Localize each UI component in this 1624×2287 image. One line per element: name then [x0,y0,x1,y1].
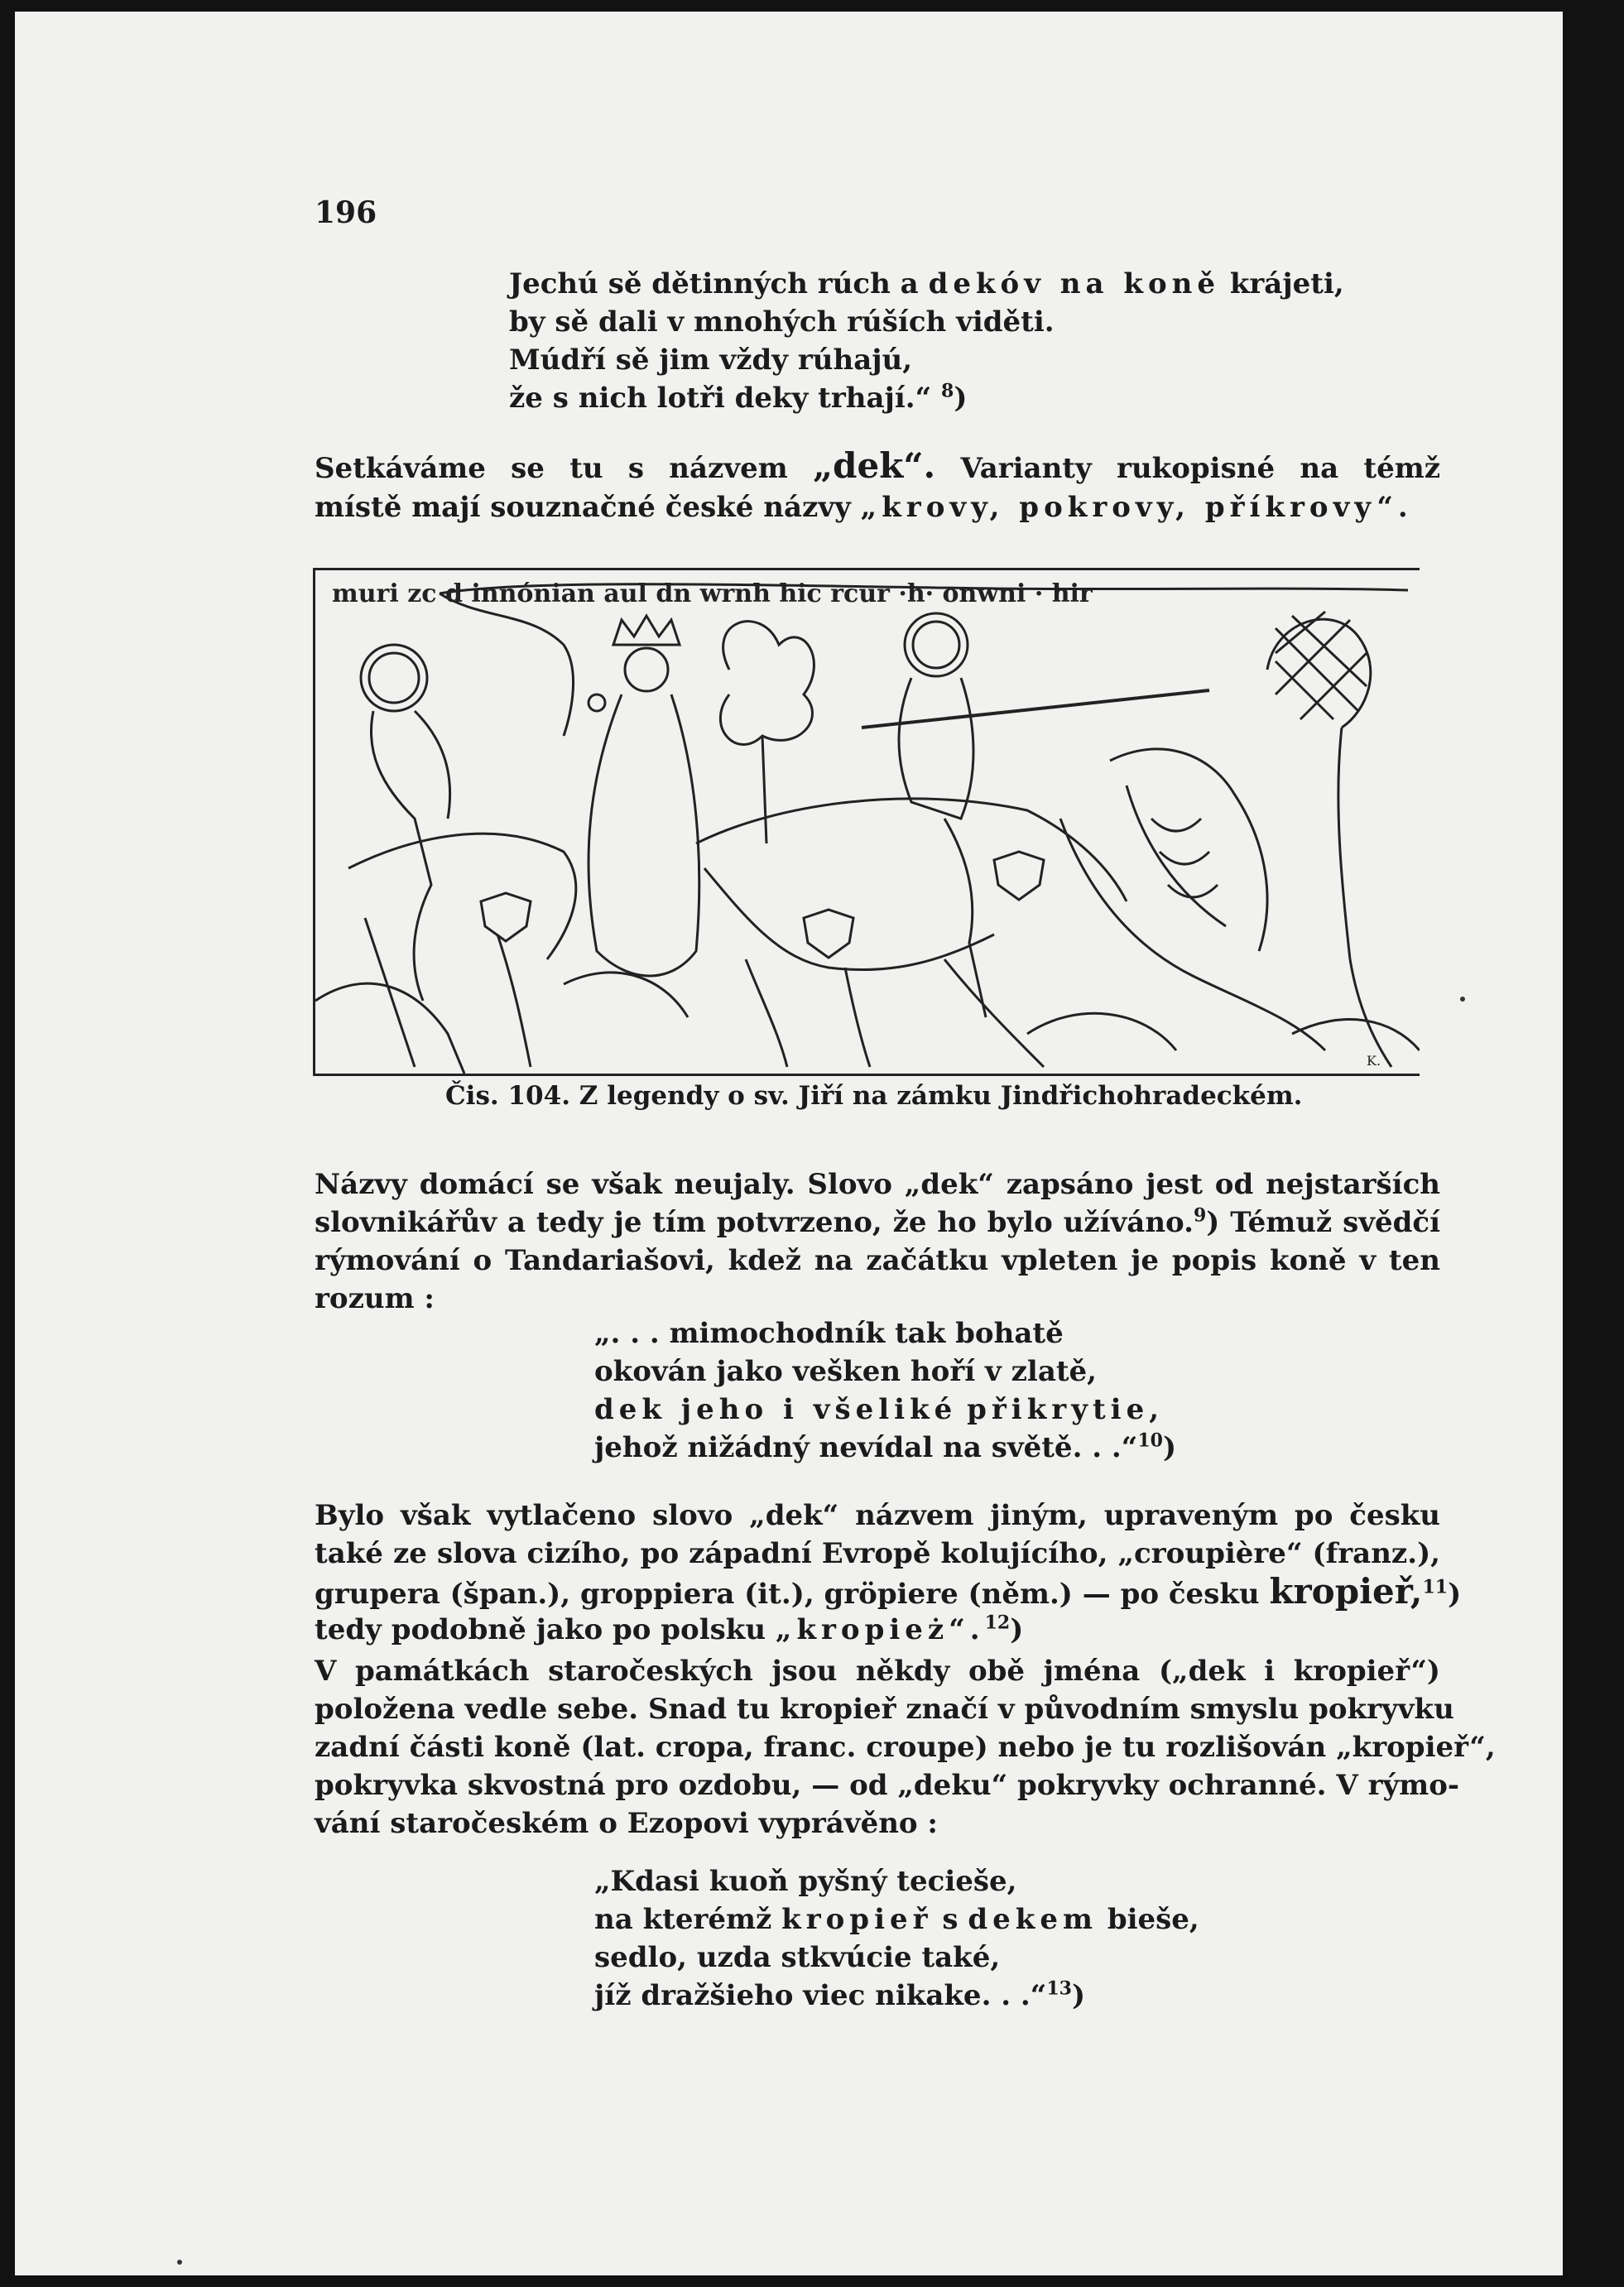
para-line: V památkách staročeských jsou někdy obě jména („dek i kropieř“) [315,1655,1440,1688]
para-line: rýmování o Tandariašovi, kdež na začátku vpleten je popis koně v ten [315,1244,1440,1277]
verse-line: by sě dali v mnohých rúších viděti. [509,305,1055,339]
footnote-ref: 11 [1422,1576,1449,1598]
para-text: grupera (špan.), groppiera (it.), gröpiere (něm.) — po česku [315,1578,1260,1611]
verse-line [509,379,967,417]
verse-line [594,1977,1085,2015]
verse-line: „Kdasi kuoň pyšný tecieše, [594,1865,1017,1898]
spaced-text: dekem [968,1903,1098,1936]
verse-text: jehož nižádný nevídal na světě. . .“ [594,1431,1138,1464]
verse-text: Jechú sě dětinných rúch a [509,267,919,300]
footnote-ref: 9 [1193,1204,1207,1227]
verse-line [594,1429,1176,1467]
book-page [15,12,1581,2275]
footnote-ref: 13 [1046,1977,1072,2000]
verse-line: Múdří sě jim vždy rúhajú, [509,344,913,377]
para-text: ) Témuž svědčí [1206,1206,1440,1239]
para-line [315,1611,1440,1649]
verse-text: že s nich lotři deky trhají.“ [509,382,932,415]
footnote-ref: 8 [941,380,954,402]
spaced-text: „kropież“. [775,1613,985,1646]
verse-line: „. . . mimochodník tak bohatě [594,1317,1064,1350]
footnote-paren: ) [1010,1613,1024,1646]
footnote-ref: 10 [1137,1429,1163,1452]
paragraph-1-line-2 [315,488,1440,526]
para-text: Varianty rukopisné na témž [960,452,1441,485]
spaced-text: přikrytie, [967,1393,1165,1426]
woodcut-drawing [315,570,1420,1074]
para-text: místě mají souznačné české názvy [315,491,851,524]
scan-speck [1460,997,1465,1002]
spaced-text: dek jeho i všeliké [594,1393,958,1426]
figure-caption: Čis. 104. Z legendy o sv. Jiří na zámku Jindřichohradeckém. [445,1081,1303,1111]
footnote-paren: ) [1448,1578,1462,1611]
scan-edge [1563,12,1581,2275]
verse-text: krájeti, [1229,267,1344,300]
para-line: Názvy domácí se však neujaly. Slovo „dek“ zapsáno jest od nejstarších [315,1168,1440,1201]
verse-line [594,1391,1164,1429]
artist-signature: K. [1367,1053,1381,1069]
footnote-paren: ) [1071,1979,1086,2012]
footnote-paren: ) [1162,1431,1177,1464]
para-text: slovnikářův a tedy je tím potvrzeno, že ho bylo užíváno. [315,1206,1194,1239]
term-dek: „dek“. [813,445,936,486]
para-line: také ze slova cizího, po západní Evropě kolujícího, „croupière“ (franz.), [315,1537,1440,1570]
para-line: zadní části koně (lat. cropa, franc. croupe) nebo je tu rozlišován „kropieř“, [315,1731,1496,1764]
verse-line [509,265,1344,303]
footnote-paren: ) [954,382,968,415]
para-line: pokryvka skvostná pro ozdobu, — od „deku“ pokryvky ochranné. V rýmo- [315,1769,1460,1802]
banner-inscription: muri zc d innónian aul dn wrnh hic rcur ·h· onwni · hir [332,579,1093,608]
para-line [315,1571,1462,1613]
para-line: rozum : [315,1282,435,1315]
verse-text: jíž dražšieho viec nikake. . .“ [594,1979,1047,2012]
footnote-ref: 12 [984,1612,1011,1634]
scan-speck [177,2260,182,2265]
verse-line: okován jako vešken hoří v zlatě, [594,1355,1098,1388]
verse-text: na kterémž [594,1903,772,1936]
paragraph-1-line-1 [315,447,1440,488]
verse-line: sedlo, uzda stkvúcie také, [594,1941,1001,1974]
verse-text: s [942,1903,959,1936]
verse-line [594,1900,1199,1939]
illustration-st-george [313,568,1420,1076]
term-kropier: kropieř, [1269,1571,1423,1612]
spaced-text: kropieř [781,1903,933,1936]
para-text: Setkáváme se tu s názvem [315,452,788,485]
verse-text: bieše, [1107,1903,1199,1936]
page-number: 196 [315,195,377,230]
para-line: vání staročeském o Ezopovi vyprávěno : [315,1807,938,1840]
spaced-text: dekóv na koně [928,267,1220,300]
para-line [315,1204,1440,1242]
para-text: tedy podobně jako po polsku [315,1613,766,1646]
para-line: Bylo však vytlačeno slovo „dek“ názvem jiným, upraveným po česku [315,1499,1440,1532]
spaced-text: „krovy, pokrovy, příkrovy“. [860,491,1413,524]
para-line: položena vedle sebe. Snad tu kropieř značí v původním smyslu pokryvku [315,1693,1454,1726]
